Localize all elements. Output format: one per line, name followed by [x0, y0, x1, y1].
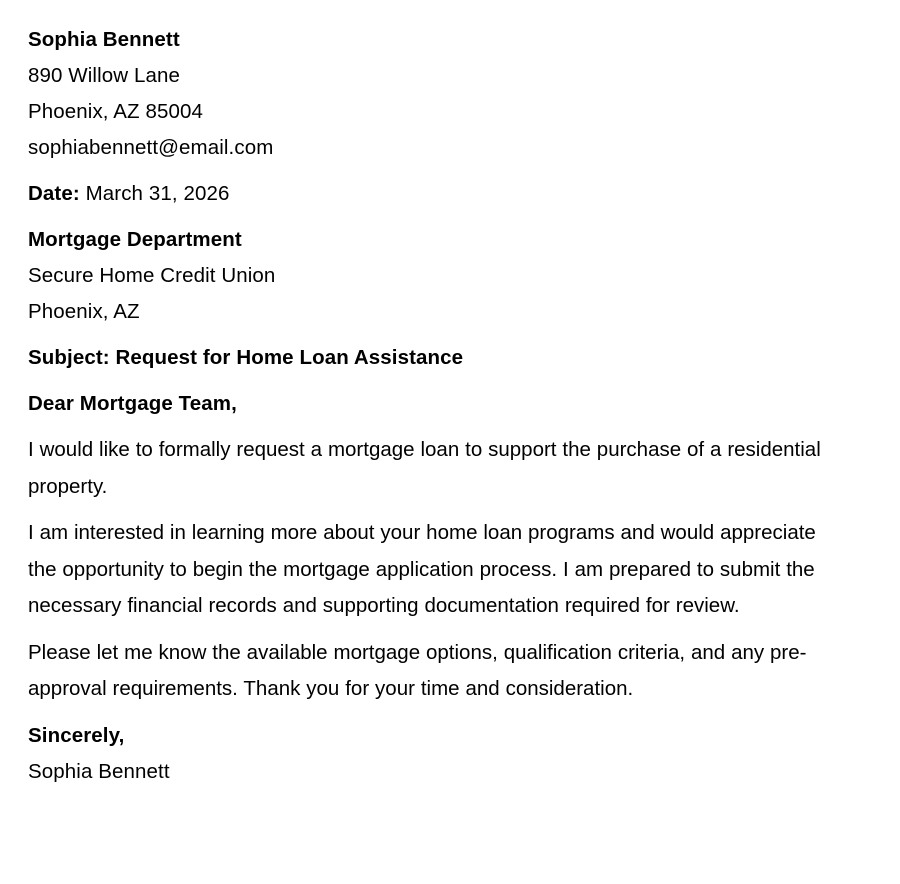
body-paragraph: I am interested in learning more about your home loan programs and would appreciate the opportunity to begin the mortgage application process. I am prepared to submit the necessary financial records and supporting documentation required for review.	[28, 521, 816, 617]
sender-address-block	[28, 22, 840, 166]
date-line	[28, 176, 840, 212]
recipient-address-block	[28, 222, 840, 330]
recipient-department: Mortgage Department	[28, 228, 242, 251]
sender-city-state-zip: Phoenix, AZ 85004	[28, 100, 203, 123]
sender-name: Sophia Bennett	[28, 28, 180, 51]
recipient-city-state: Phoenix, AZ	[28, 300, 140, 323]
valediction: Sincerely,	[28, 723, 125, 747]
salutation-line: Dear Mortgage Team,	[28, 392, 237, 415]
date-value-text: March 31, 2026	[85, 182, 230, 205]
body-paragraph-1-block	[28, 432, 840, 505]
salutation-block	[28, 386, 840, 422]
subject-line: Subject: Request for Home Loan Assistance	[28, 346, 464, 369]
signature-name: Sophia Bennett	[28, 759, 170, 783]
body-paragraph-2-block	[28, 515, 840, 625]
body-paragraph-3-block	[28, 635, 840, 708]
date-label: Date:	[28, 182, 80, 205]
subject-block	[28, 340, 840, 376]
body-paragraph: I would like to formally request a mortgage loan to support the purchase of a residential property.	[28, 438, 821, 498]
recipient-organization: Secure Home Credit Union	[28, 264, 276, 287]
body-paragraph: Please let me know the available mortgage options, qualification criteria, and any pre-approval requirements. Thank you for your time and consideration.	[28, 640, 807, 700]
closing-block	[28, 718, 840, 790]
date-block	[28, 176, 840, 212]
sender-email: sophiabennett@email.com	[28, 136, 274, 159]
sender-street: 890 Willow Lane	[28, 64, 180, 87]
